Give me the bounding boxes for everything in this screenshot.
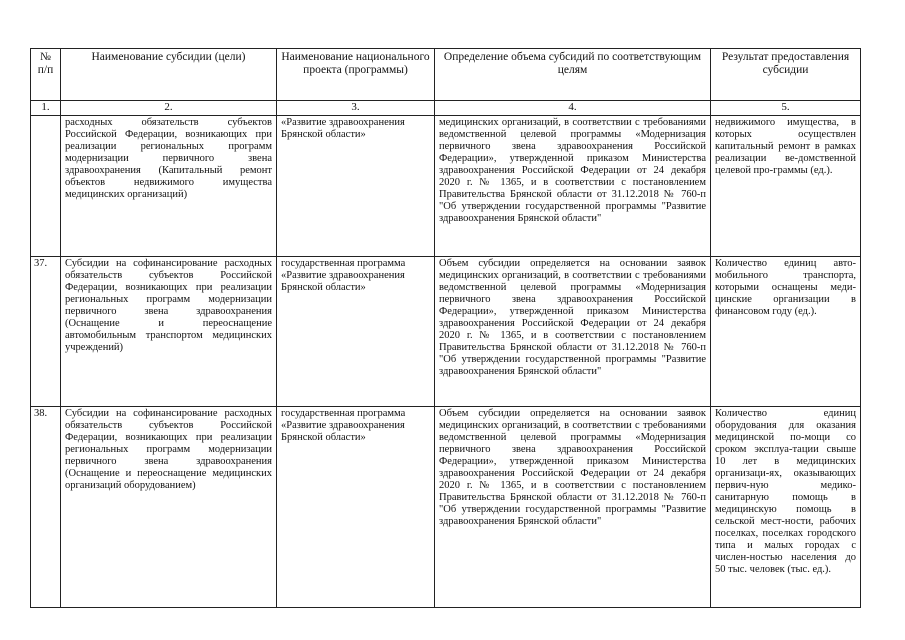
subsidies-table	[30, 48, 861, 608]
column-number: 2.	[61, 101, 277, 116]
project-name: государственная программа «Развитие здравоохранения Брянской области»	[277, 407, 435, 608]
subsidy-result: Количество единиц авто-мобильного транспорта, которыми оснащены меди-цинские организации в финансовом году (ед.).	[711, 257, 861, 407]
project-name: «Развитие здравоохранения Брянской области»	[277, 116, 435, 257]
subsidy-result: Количество единиц оборудования для оказания медицинской по-мощи со сроком эксплуа-тации свыше 10 лет в медицинских организаци-ях, оказывающих первич-ную медико-санитарную помощь в медицинскую помощь в сельской мест-ности, рабочих поселках, поселках городского типа и малых городах с числен-ностью населения до 50 тыс. человек (тыс. ед.).	[711, 407, 861, 608]
row-number	[31, 116, 61, 257]
subsidy-name: расходных обязательств субъектов Российской Федерации, возникающих при реализации региональных программ модернизации первичного звена здравоохранения (Капитальный ремонт объектов недвижимого имущества медицинских организаций)	[61, 116, 277, 257]
column-number: 5.	[711, 101, 861, 116]
table-row	[31, 116, 861, 257]
header-project-name: Наименование национального проекта (программы)	[277, 49, 435, 101]
header-num: № п/п	[31, 49, 61, 101]
row-number: 38.	[31, 407, 61, 608]
subsidy-name: Субсидии на софинансирование расходных обязательств субъектов Российской Федерации, возникающих при реализации региональных программ модернизации первичного звена здравоохранения (Оснащение и переоснащение автомобильным транспортом медицинских учреждений)	[61, 257, 277, 407]
column-number: 3.	[277, 101, 435, 116]
subsidy-result: недвижимого имущества, в которых осуществлен капитальный ремонт в рамках реализации ве-домственной целевой про-граммы (ед.).	[711, 116, 861, 257]
column-number: 1.	[31, 101, 61, 116]
header-subsidy-name: Наименование субсидии (цели)	[61, 49, 277, 101]
volume-definition: Объем субсидии определяется на основании заявок медицинских организаций, в соответствии с требованиями ведомственной целевой программы «Модернизация первичного звена здравоохранения Российской Федерации», утвержденной приказом Министерства здравоохранения Российской Федерации от 24 декабря 2020 г. № 1365, и в соответствии с постановлением Правительства Брянской области от 31.12.2018 № 760-п "Об утверждении государственной программы "Развитие здравоохранения Брянской области"	[435, 407, 711, 608]
header-row	[31, 49, 861, 101]
subsidy-name: Субсидии на софинансирование расходных обязательств субъектов Российской Федерации, возникающих при реализации региональных программ модернизации первичного звена здравоохранения (Оснащение и переоснащение медицинских организаций оборудованием)	[61, 407, 277, 608]
column-number-row	[31, 101, 861, 116]
project-name: государственная программа «Развитие здравоохранения Брянской области»	[277, 257, 435, 407]
header-result: Результат предоставления субсидии	[711, 49, 861, 101]
table-row	[31, 257, 861, 407]
volume-definition: медицинских организаций, в соответствии с требованиями ведомственной целевой программы «Модернизация первичного звена здравоохранения Российской Федерации», утвержденной приказом Министерства здравоохранения Российской Федерации от 24 декабря 2020 г. № 1365, и в соответствии с постановлением Правительства Брянской области от 31.12.2018 № 760-п "Об утверждении государственной программы "Развитие здравоохранения Брянской области"	[435, 116, 711, 257]
table-row	[31, 407, 861, 608]
row-number: 37.	[31, 257, 61, 407]
column-number: 4.	[435, 101, 711, 116]
volume-definition: Объем субсидии определяется на основании заявок медицинских организаций, в соответствии с требованиями ведомственной целевой программы «Модернизация первичного звена здравоохранения Российской Федерации», утвержденной приказом Министерства здравоохранения Российской Федерации от 24 декабря 2020 г. № 1365, и в соответствии с постановлением Правительства Брянской области от 31.12.2018 № 760-п "Об утверждении государственной программы "Развитие здравоохранения Брянской области"	[435, 257, 711, 407]
header-volume-definition: Определение объема субсидий по соответствующим целям	[435, 49, 711, 101]
